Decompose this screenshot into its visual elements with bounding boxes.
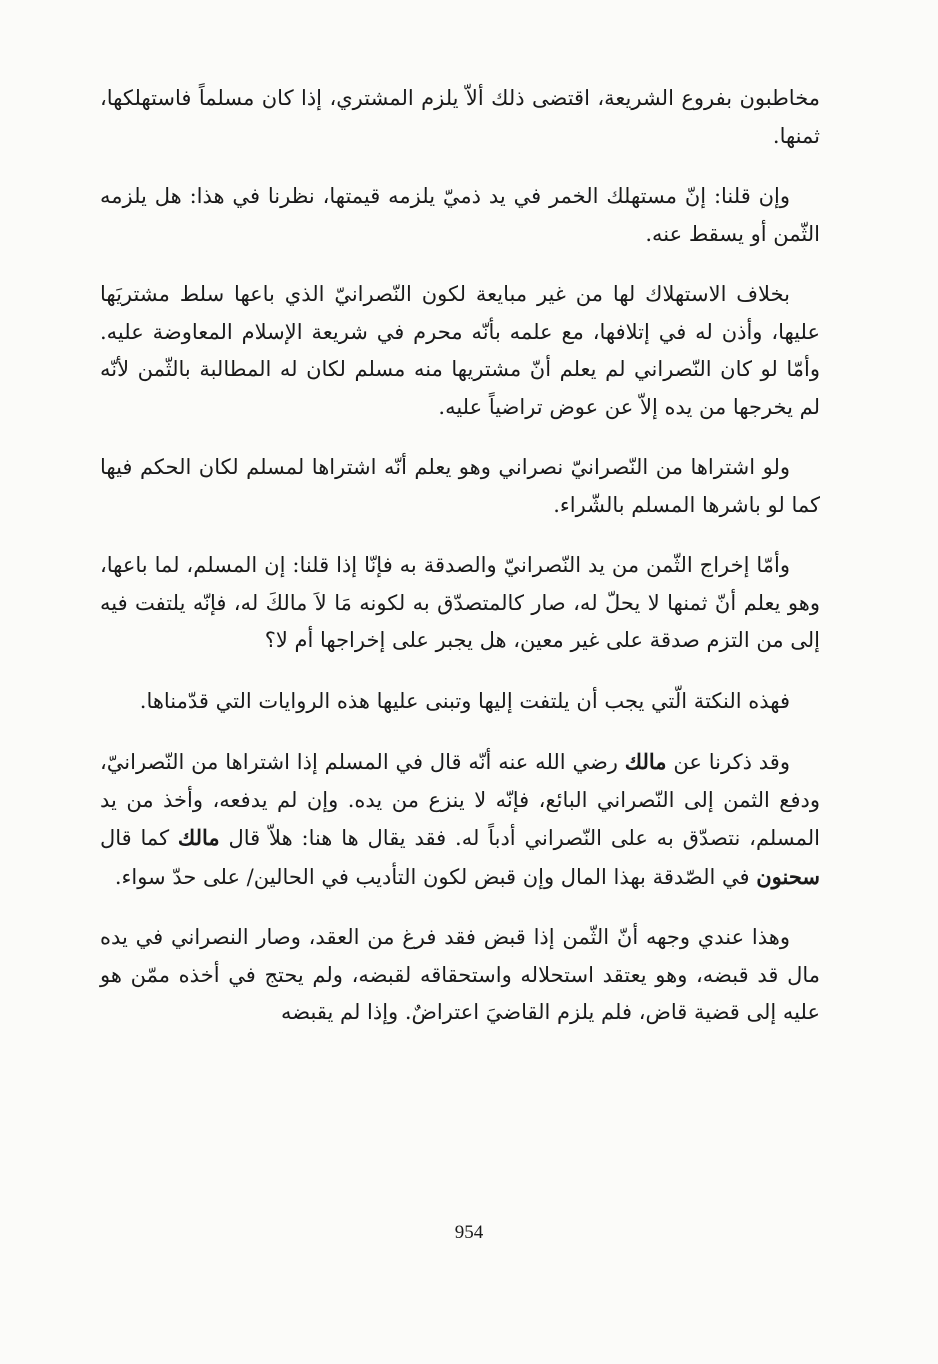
paragraph-6: فهذه النكتة الّتي يجب أن يلتفت إليها وتبنى عليها هذه الروايات التي قدّمناها.: [139, 688, 790, 713]
paragraph-2: وإن قلنا: إنّ مستهلك الخمر في يد ذميّ يلزمه قيمتها، نظرنا في هذا: هل يلزمه الثّمن أو يسقط عنه.: [100, 184, 820, 246]
paragraph-4: ولو اشتراها من النّصرانيّ نصراني وهو يعلم أنّه اشتراها لمسلم لكان الحكم فيها كما لو باشرها المسلم بالشّراء.: [100, 455, 820, 517]
paragraph-5: وأمّا إخراج الثّمن من يد النّصرانيّ والصدقة به فإنّا إذا قلنا: إن المسلم، لما باعها، وهو يعلم أنّ ثمنها لا يحلّ له، صار كالمتصدّق به لكونه مَا لاَ مالكَ له، فإنّه يلتفت فيه إلى من التزم صدقة على غير معين، هل يجبر على إخراجها أم لا؟: [100, 553, 820, 652]
scholar-name-sahnun: سحنون: [756, 863, 820, 889]
body-text: [100, 80, 820, 1055]
paragraph-7-text-1: وقد ذكرنا عن: [666, 750, 790, 774]
scholar-name-malik: مالك: [624, 749, 667, 774]
paragraph-7-text-3: كما قال: [100, 826, 178, 850]
paragraph-7-text-4: في الصّدقة بهذا المال وإن قبض لكون التأديب في الحالين/ على حدّ سواء.: [114, 864, 757, 889]
paragraph-7-text-2: رضي الله عنه أنّه قال في المسلم إذا اشتراها من النّصرانيّ، ودفع الثمن إلى النّصراني البائع، فإنّه لا ينزع من يده. وإن لم يدفعه، وأخذ من يد المسلم، نتصدّق به على النّصراني أدباً له. فقد يقال ها هنا: هلاّ قال: [100, 750, 820, 850]
paragraph-7: [100, 743, 820, 896]
scholar-name-malik-2: مالك: [177, 825, 220, 850]
page-number: 954: [454, 1222, 484, 1243]
paragraph-3: بخلاف الاستهلاك لها من غير مبايعة لكون النّصرانيّ الذي باعها سلط مشتريَها عليها، وأذن له في إتلافها، مع علمه بأنّه محرم في شريعة الإسلام المعاوضة عليه. وأمّا لو كان النّصراني لم يعلم أنّ مشتريها منه مسلم لكان له المطالبة بالثّمن لأنّه لم يخرجها من يده إلاّ عن عوض تراضياً عليه.: [100, 282, 820, 419]
paragraph-1: مخاطبون بفروع الشريعة، اقتضى ذلك ألاّ يلزم المشتري، إذا كان مسلماً فاستهلكها، ثمنها.: [100, 86, 820, 148]
paragraph-8: وهذا عندي وجهه أنّ الثّمن إذا قبض فقد فرغ من العقد، وصار النصراني في يده مال قد قبضه، وهو يعتقد استحلاله واستحقاقه لقبضه، ولم يحتج في أخذه ممّن هو عليه إلى قضية قاض، فلم يلزم القاضيَ اعتراضٌ. وإذا لم يقبضه: [100, 925, 820, 1024]
